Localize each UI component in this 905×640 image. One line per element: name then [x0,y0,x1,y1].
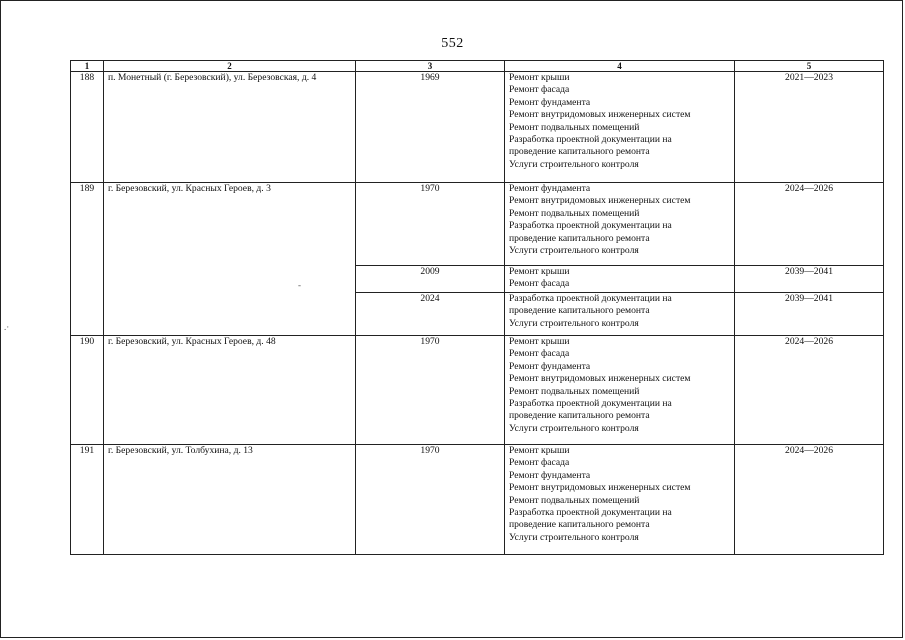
work-item: проведение капитального ремонта [509,410,650,422]
house-number-cell: 188 [71,72,104,183]
table-row [71,72,884,183]
work-item: Разработка проектной документации на [509,220,672,232]
column-header: 3 [356,61,505,72]
period-cell: 2024—2026 [735,445,884,555]
period-cell: 2024—2026 [735,336,884,445]
page-number: 552 [441,36,464,51]
work-item: Услуги строительного контроля [509,245,639,257]
work-item: Услуги строительного контроля [509,531,639,543]
work-item: Услуги строительного контроля [509,158,639,170]
work-item: Ремонт фундамента [509,469,591,481]
year-cell: 1970 [356,183,505,266]
works-cell [505,293,735,336]
works-cell [505,183,735,266]
period-cell: 2024—2026 [735,183,884,266]
work-item: Ремонт внутридомовых инженерных систем [509,109,691,121]
scan-speck: - [298,280,301,290]
work-item: Услуги строительного контроля [509,422,639,434]
column-header: 4 [505,61,735,72]
work-item: Ремонт крыши [509,445,570,456]
work-item: Ремонт крыши [509,72,570,83]
work-item: Ремонт подвальных помещений [509,494,640,506]
works-cell [505,72,735,183]
work-item: проведение капитального ремонта [509,519,650,531]
address-cell: г. Березовский, ул. Толбухина, д. 13 [104,445,356,555]
work-item: Ремонт фасада [509,457,570,469]
works-cell [505,336,735,445]
period-cell: 2039—2041 [735,266,884,293]
work-item: Разработка проектной документации на [509,293,672,304]
work-item: проведение капитального ремонта [509,146,650,158]
house-number-cell: 190 [71,336,104,445]
period-cell: 2021—2023 [735,72,884,183]
work-item: Ремонт фасада [509,278,570,290]
column-header: 2 [104,61,356,72]
work-item: Ремонт подвальных помещений [509,207,640,219]
work-item: Ремонт фундамента [509,183,591,194]
work-item: Разработка проектной документации на [509,507,672,519]
work-item: Ремонт подвальных помещений [509,121,640,133]
year-cell: 1970 [356,445,505,555]
work-item: Ремонт крыши [509,266,570,277]
year-cell: 2024 [356,293,505,336]
column-number-row [71,61,884,72]
work-item: проведение капитального ремонта [509,305,650,317]
table-row [71,336,884,445]
work-item: Услуги строительного контроля [509,317,639,329]
repair-schedule-table [70,60,884,555]
address-cell: г. Березовский, ул. Красных Героев, д. 3 [104,183,356,336]
house-number-cell: 189 [71,183,104,336]
house-number-cell: 191 [71,445,104,555]
year-cell: 1969 [356,72,505,183]
works-cell [505,266,735,293]
table-row [71,445,884,555]
table-body [71,72,884,555]
address-cell: г. Березовский, ул. Красных Героев, д. 48 [104,336,356,445]
work-item: Ремонт крыши [509,336,570,347]
work-item: проведение капитального ремонта [509,232,650,244]
work-item: Разработка проектной документации на [509,398,672,410]
scan-speck: .· [4,322,10,332]
address-cell: п. Монетный (г. Березовский), ул. Березовская, д. 4 [104,72,356,183]
work-item: Ремонт подвальных помещений [509,385,640,397]
works-cell [505,445,735,555]
period-cell: 2039—2041 [735,293,884,336]
column-header: 1 [71,61,104,72]
work-item: Ремонт фасада [509,84,570,96]
work-item: Разработка проектной документации на [509,134,672,146]
year-cell: 1970 [356,336,505,445]
work-item: Ремонт фасада [509,348,570,360]
table-row [71,183,884,266]
column-header: 5 [735,61,884,72]
work-item: Ремонт внутридомовых инженерных систем [509,373,691,385]
year-cell: 2009 [356,266,505,293]
work-item: Ремонт внутридомовых инженерных систем [509,195,691,207]
work-item: Ремонт внутридомовых инженерных систем [509,482,691,494]
work-item: Ремонт фундамента [509,360,591,372]
work-item: Ремонт фундамента [509,96,591,108]
